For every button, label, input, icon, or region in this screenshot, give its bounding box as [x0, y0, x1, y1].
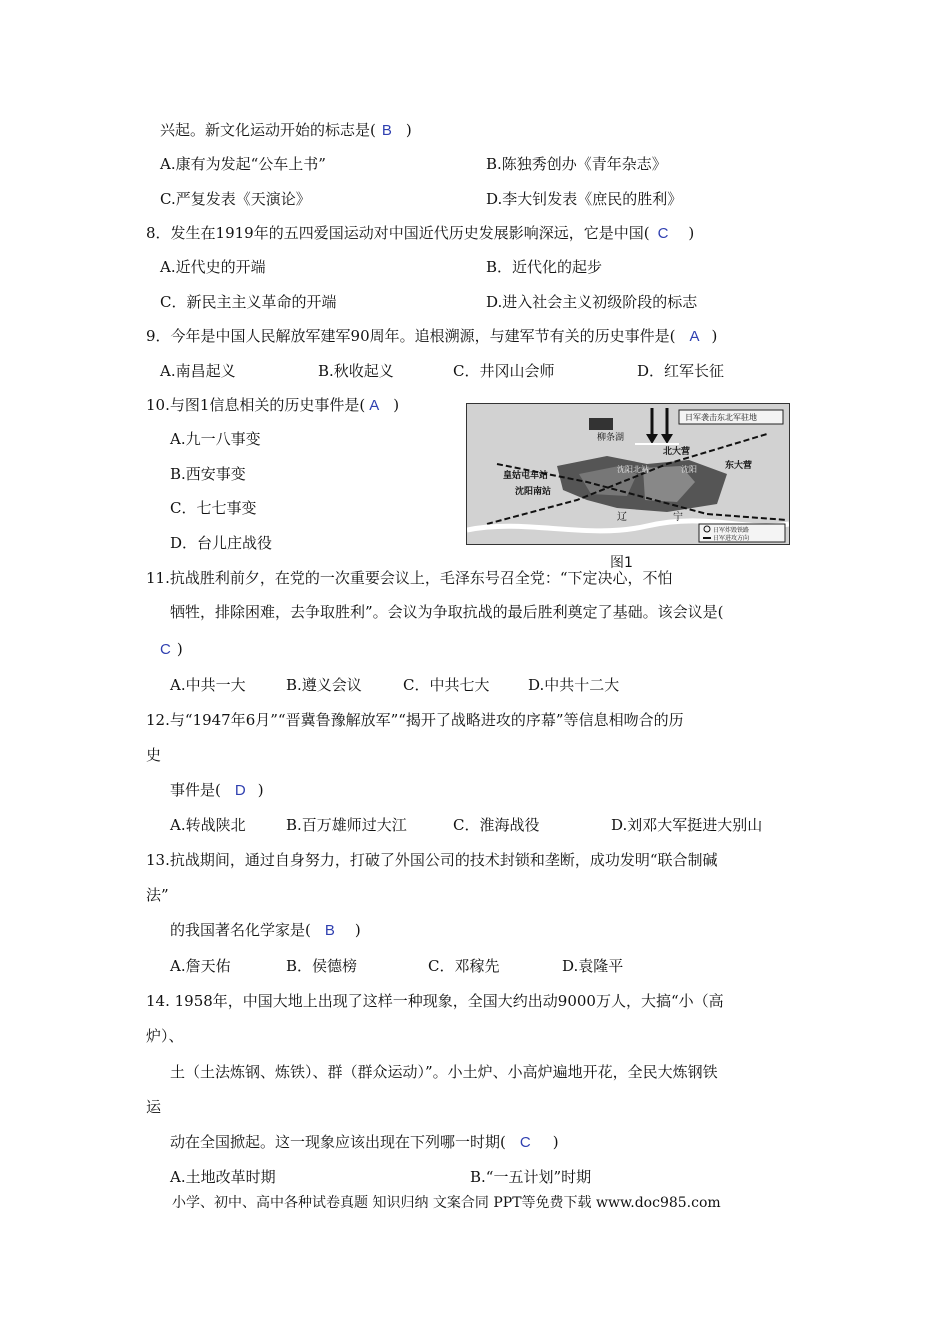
q9-option-a: A.南昌起义: [160, 362, 236, 380]
q10-option-a: A.九一八事变: [170, 430, 261, 448]
q9-option-c: C．井冈山会师: [453, 362, 555, 380]
label-ning: 宁: [673, 512, 683, 523]
q14-stem-2: 炉）、: [146, 1027, 184, 1045]
q13-option-a: A.詹天佑: [170, 957, 231, 975]
q13-stem-2: 法”: [146, 886, 169, 904]
map-graphic: [467, 404, 789, 544]
q14-stem-5: 动在全国掀起。这一现象应该出现在下列哪一时期( C ): [170, 1133, 559, 1151]
q8-option-a: A.近代史的开端: [160, 258, 266, 276]
q12-option-d: D.刘邓大军挺进大别山: [611, 816, 763, 834]
label-liao: 辽: [617, 512, 627, 523]
legend-attack-text: 日军进攻方向: [713, 535, 750, 542]
q14-stem-1: 14. 1958年，中国大地上出现了这样一种现象，全国大约出动9000万人，大搞“小（高: [146, 992, 724, 1010]
q10-option-d: D．台儿庄战役: [170, 534, 273, 552]
label-shenyang-south: 沈阳南站: [515, 487, 552, 497]
q12-option-c: C．淮海战役: [453, 816, 540, 834]
q10-answer: A: [369, 397, 380, 414]
q8-option-d: D.进入社会主义初级阶段的标志: [486, 293, 698, 311]
q9-option-d: D．红军长征: [637, 362, 725, 380]
q11-option-d: D.中共十二大: [528, 676, 620, 694]
q14-answer: C: [519, 1134, 531, 1151]
q14-option-a: A.土地改革时期: [170, 1168, 276, 1186]
q10-option-b: B.西安事变: [170, 465, 246, 483]
q7-answer: B: [381, 122, 392, 139]
lake-marker: [589, 418, 613, 430]
q13-option-d: D.袁隆平: [562, 957, 624, 975]
q7-option-c: C.严复发表《天演论》: [160, 190, 311, 208]
q11-stem-2: 牺牲，排除困难，去争取胜利”。会议为争取抗战的最后胜利奠定了基础。该会议是(: [170, 603, 724, 621]
page-footer: 小学、初中、高中各种试卷真题 知识归纳 文案合同 PPT等免费下载 www.doc985.com: [172, 1195, 721, 1211]
q9-stem: 9．今年是中国人民解放军建军90周年。追根溯源，与建军节有关的历史事件是( A ): [146, 327, 718, 345]
q14-stem-3: 土（土法炼钢、炼铁）、群（群众运动）”。小土炉、小高炉遍地开花，全民大炼钢铁: [170, 1063, 718, 1081]
q12-stem-1: 12.与“1947年6月”“晋冀鲁豫解放军”“揭开了战略进攻的序幕”等信息相吻合的历: [146, 711, 684, 729]
q13-option-c: C．邓稼先: [428, 957, 500, 975]
q12-stem-3: 事件是( D ): [170, 781, 264, 799]
q13-answer: B: [324, 922, 335, 939]
label-shenyang: 沈阳: [681, 465, 697, 474]
legend-top-text: 日军袭击东北军驻地: [685, 413, 757, 422]
q14-option-b: B.“一五计划”时期: [470, 1168, 592, 1186]
mukden-incident-map: [466, 403, 790, 545]
q12-option-a: A.转战陕北: [170, 816, 246, 834]
q8-option-b: B．近代化的起步: [486, 258, 603, 276]
q11-option-a: A.中共一大: [170, 676, 246, 694]
label-liutiao: 柳条湖: [597, 433, 625, 443]
q11-option-c: C．中共七大: [403, 676, 490, 694]
q7-option-d: D.李大钊发表《庶民的胜利》: [486, 190, 683, 208]
label-north-camp: 北大营: [663, 447, 691, 457]
q10-option-c: C．七七事变: [170, 499, 257, 517]
label-huanggutun: 皇姑屯车站: [503, 471, 549, 481]
figure-caption: 图1: [610, 555, 633, 571]
q9-option-b: B.秋收起义: [318, 362, 394, 380]
label-shenyang-north: 沈阳北站: [617, 465, 649, 474]
q14-stem-4: 运: [146, 1098, 162, 1116]
label-east-camp: 东大营: [725, 461, 753, 471]
q13-stem-3: 的我国著名化学家是( B ): [170, 921, 361, 939]
q12-answer: D: [234, 782, 246, 799]
q7-option-a: A.康有为发起“公车上书”: [160, 155, 326, 173]
q7-stem: 兴起。新文化运动开始的标志是( B ): [160, 121, 412, 139]
q13-stem-1: 13.抗战期间，通过自身努力，打破了外国公司的技术封锁和垄断，成功发明“联合制碱: [146, 851, 718, 869]
q9-answer: A: [689, 328, 700, 345]
q8-answer: C: [657, 225, 669, 242]
q7-option-b: B.陈独秀创办《青年杂志》: [486, 155, 667, 173]
q13-option-b: B．侯德榜: [286, 957, 358, 975]
q11-stem-1: 11.抗战胜利前夕，在党的一次重要会议上，毛泽东号召全党：“下定决心，不怕: [146, 569, 673, 587]
q10-stem: 10.与图1信息相关的历史事件是( A ): [146, 396, 400, 414]
q12-option-b: B.百万雄师过大江: [286, 816, 407, 834]
q11-answer-line: C ): [160, 640, 183, 658]
q8-option-c: C．新民主主义革命的开端: [160, 293, 337, 311]
q12-stem-2: 史: [146, 746, 162, 764]
q8-stem: 8．发生在1919年的五四爱国运动对中国近代历史发展影响深远，它是中国( C ): [146, 224, 695, 242]
q11-answer: C: [160, 641, 171, 658]
legend-rail-text: 日军炸毁铁路: [713, 527, 750, 534]
q11-option-b: B.遵义会议: [286, 676, 362, 694]
